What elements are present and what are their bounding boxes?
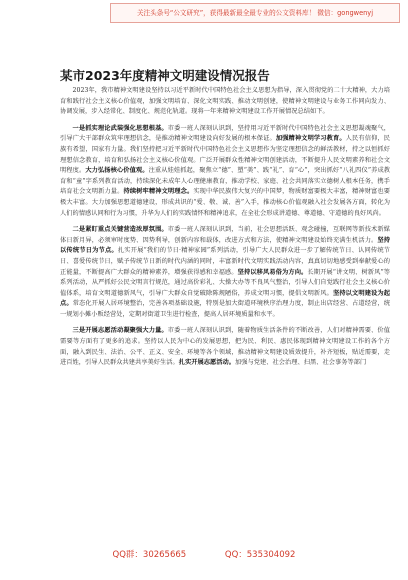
subheading: 坚持以传统节日为节点。 xyxy=(60,236,391,255)
subheading: 坚持以移风易俗为方向。 xyxy=(237,268,308,276)
paragraph-text: 市委一班人深刻认识到，当前，社会思想活跃、观念碰撞，互联网等新技术新媒体日新月异，必须审时度势、因势利导，创新内容和载体，改进方式和方法，使精神文明建设始终充满生机活力。 xyxy=(60,226,390,244)
paragraph-text: 注重从娃娃抓起，聚焦立“德”、塑“美”、践“礼”、育“心”，突出抓好“八礼四仪”养成教育和“童”字系列教育活动，持续深化未成年人心理健康教育，推动学校、家庭、社会共同落实立德树人根本任务，携手培育社会文明新力量。 xyxy=(60,167,391,196)
paragraph-text: 常态化开展人居环境整治，完善各项基础设施，特别是加大街道环境秩序治理力度，制止出店经营、占道经营，统一规划小摊小贩经营处，定期对街道卫生进行检查，提高人居环境质量和水平。 xyxy=(60,300,391,318)
promo-banner: 关注头条号“公文研究”，获得最新最全最专业的公文资料库！ 微信：gongwenyj xyxy=(110,3,400,23)
paragraph-text: 实现中华民族伟大复兴的中国梦，物质财富要极大丰富，精神财富也要极大丰富。大力加强思想道德建设，形成共识的“爱、敬、诚、善”入手，推动核心价值观融入社会发展各方面，转化为人们的情感认同和行为习惯，升华为人们的实践情怀和精神追求，在全社会形成讲道德、尊道德、守道德的良好风尚。 xyxy=(60,188,391,217)
paragraph-text: 2023年，我市精神文明建设坚持以习近平新时代中国特色社会主义思想为指导，深入贯彻党的二十大精神，大力培育和践行社会主义核心价值观，加强文明培育、深化文明实践、推动文明创建，使精神文明建设与业务工作同向发力、协调发展，步入经常化、制度化、规范化轨道。现将一年来精神文明建设工作开展情况总结如下。 xyxy=(60,87,390,116)
footer-contact xyxy=(0,548,408,560)
document-body xyxy=(60,86,390,370)
subheading: 扎实开展志愿活动。 xyxy=(178,359,235,367)
paragraph-intro xyxy=(60,86,390,118)
subheading: 加强精神文明学习教育。 xyxy=(275,135,346,143)
paragraph-text: 市委一班人深刻认识到，随着物质生活条件的不断改善，人们对精神需要、价值需要等方面有了更多的追求。坚持以人民为中心的发展思想，把为民、利民、惠民体现到精神文明建设工作的各个方面，融入到民生、法治、公平、正义、安全、环境等各个领域，推动精神文明建设质效提升，补齐短板，贴近需要，走进百姓，引导人民群众共建共享美好生活。 xyxy=(60,327,390,367)
paragraph-text: 市委一班人深刻认识到，坚持用习近平新时代中国特色社会主义思想凝魂聚气，引导广大干部群众筑牢理想信念，是推动精神文明建设向好发展的根本保证。 xyxy=(60,124,390,143)
section-heading: 三是开展志愿活动凝聚强大力量。 xyxy=(72,327,168,335)
document-title: 某市2023年度精神文明建设情况报告 xyxy=(60,68,270,83)
section-heading: 一是抓实理论武装强化思想根基。 xyxy=(72,124,168,132)
subheading: 持续树牢精神文明理念。 xyxy=(123,188,194,196)
subheading: 坚持以文明建设为起点。 xyxy=(60,289,391,308)
section-heading: 二是紧盯重点关键营造浓厚氛围。 xyxy=(72,226,168,234)
paragraph-text: 加强与党建、社会治理、扫黑、社会事务等部门 xyxy=(235,359,367,367)
paragraph-text: 人民有信仰，民族有希望，国家有力量。我们坚持把习近平新时代中国特色社会主义思想作为坚定理想信念的鲜活教材，持之以恒抓好理想信念教育，培育和弘扬社会主义核心价值观。广泛开展群众性精神文明创建活动，不断提升人民文明素养和社会文明程度。 xyxy=(60,135,391,175)
qq-support-label: QQ：535304092 xyxy=(224,550,296,560)
paragraph-text: 扎实开展“我们的节日·精神家园”系列活动，引导广大人民群众进一步了解传统节日、认同传统节日、喜爱传统节日，赋予传统节日新的时代内涵的同时，丰富新时代文明实践活动内容，真真切切地感受到奉献爱心的正能量，不断提高广大群众的精神素养，增强获得感和幸福感。 xyxy=(60,247,391,276)
paragraph-section-2 xyxy=(60,225,390,320)
paragraph-text: 长期开展“讲文明、树新风”等系列活动，从严抓好公民文明言行规范，通过高价彩礼、大操大办等不良风气整治，引导人们自觉践行社会主义核心价值体系，培育文明道德新风气，引导广大群众自觉破除陈规陋俗，养成文明习惯，提倡文明新风。 xyxy=(60,268,391,297)
paragraph-section-3 xyxy=(60,326,390,368)
qq-group-label: QQ群：30265665 xyxy=(112,550,187,560)
subheading: 大力弘扬核心价值观。 xyxy=(85,167,149,175)
paragraph-section-1 xyxy=(60,124,390,219)
